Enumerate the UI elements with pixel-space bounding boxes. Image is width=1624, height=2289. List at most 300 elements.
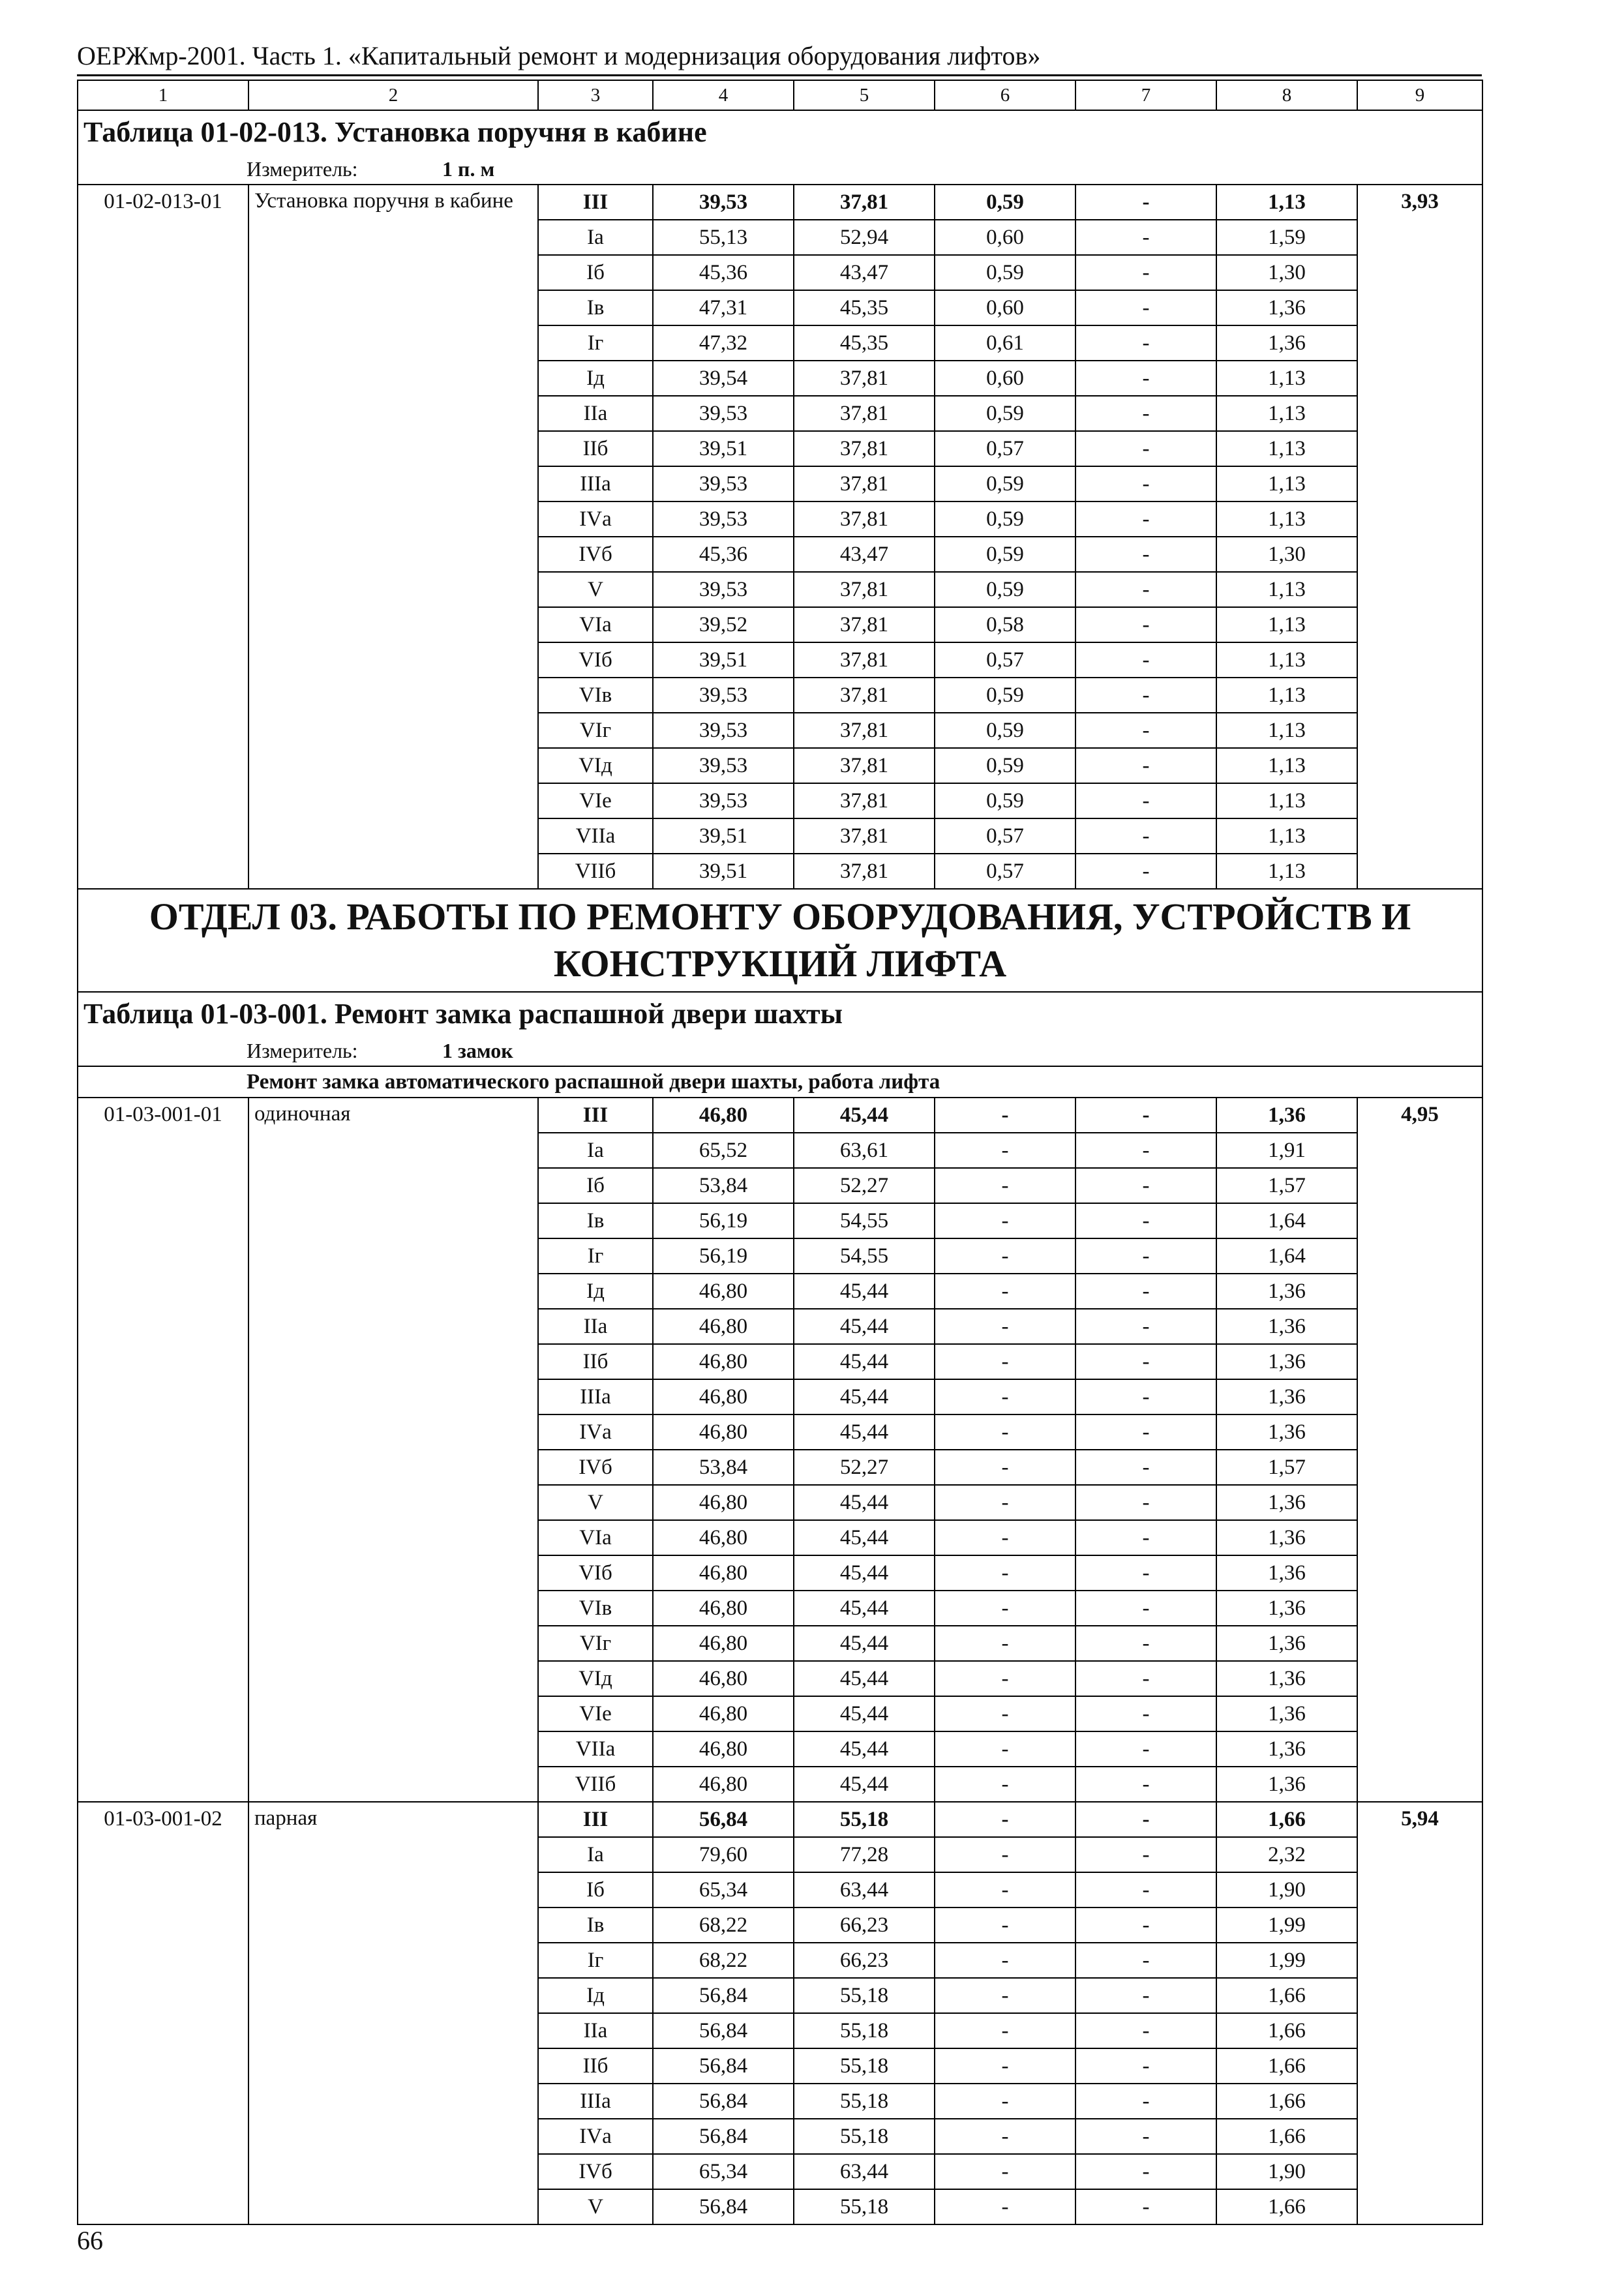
value-cell: - <box>935 1696 1075 1731</box>
value-cell: - <box>1075 2048 1216 2084</box>
value-cell: 37,81 <box>794 607 935 642</box>
value-cell: 1,66 <box>1216 1802 1357 1837</box>
zone-code: VIе <box>538 783 653 818</box>
value-cell: - <box>935 1450 1075 1485</box>
value-cell: 55,18 <box>794 2189 935 2224</box>
zone-code: VIг <box>538 1626 653 1661</box>
value-cell: - <box>1075 1238 1216 1274</box>
value-cell: - <box>1075 185 1216 220</box>
value-cell: 45,44 <box>794 1274 935 1309</box>
value-cell: - <box>935 1485 1075 1520</box>
value-cell: - <box>1075 325 1216 361</box>
value-cell: 0,59 <box>935 501 1075 537</box>
zone-code: VIIа <box>538 818 653 854</box>
value-cell: 65,34 <box>653 1872 794 1908</box>
value-cell: 45,44 <box>794 1696 935 1731</box>
zone-code: III <box>538 185 653 220</box>
measure-cell <box>78 1036 1482 1066</box>
value-cell: 1,13 <box>1216 361 1357 396</box>
col9-value: 3,93 <box>1357 185 1482 889</box>
table-title-row <box>78 992 1482 1036</box>
zone-code: VIе <box>538 1696 653 1731</box>
value-cell: 55,18 <box>794 1978 935 2013</box>
col9-value: 4,95 <box>1357 1098 1482 1802</box>
value-cell: 0,59 <box>935 255 1075 290</box>
zone-code: Iд <box>538 1978 653 2013</box>
value-cell: 39,52 <box>653 607 794 642</box>
column-number-row <box>78 80 1482 110</box>
value-cell: - <box>1075 396 1216 431</box>
value-cell: 45,44 <box>794 1661 935 1696</box>
value-cell: 45,44 <box>794 1731 935 1767</box>
zone-code: VIг <box>538 713 653 748</box>
value-cell: 1,13 <box>1216 396 1357 431</box>
value-cell: - <box>935 1837 1075 1872</box>
value-cell: 1,13 <box>1216 678 1357 713</box>
value-cell: - <box>935 1661 1075 1696</box>
value-cell: 45,44 <box>794 1344 935 1379</box>
column-number: 1 <box>78 80 248 110</box>
value-cell: 1,30 <box>1216 255 1357 290</box>
value-cell: 1,66 <box>1216 1978 1357 2013</box>
value-cell: 56,84 <box>653 2084 794 2119</box>
value-cell: - <box>1075 220 1216 255</box>
zone-code: Iв <box>538 1908 653 1943</box>
value-cell: 0,57 <box>935 854 1075 889</box>
value-cell: - <box>935 1274 1075 1309</box>
zone-code: V <box>538 1485 653 1520</box>
rate-code: 01-03-001-02 <box>78 1802 248 2224</box>
value-cell: - <box>935 1414 1075 1450</box>
value-cell: - <box>935 1872 1075 1908</box>
value-cell: 46,80 <box>653 1767 794 1802</box>
value-cell: 1,13 <box>1216 431 1357 466</box>
value-cell: 1,36 <box>1216 1767 1357 1802</box>
zone-code: VIв <box>538 678 653 713</box>
value-cell: 1,36 <box>1216 1274 1357 1309</box>
zone-code: VIд <box>538 1661 653 1696</box>
value-cell: 77,28 <box>794 1837 935 1872</box>
subheading: Ремонт замка автоматического распашной двери шахты, работа лифта <box>247 1070 940 1094</box>
rate-code: 01-02-013-01 <box>78 185 248 889</box>
value-cell: - <box>1075 1309 1216 1344</box>
zone-code: Iб <box>538 1168 653 1203</box>
table-row <box>78 1802 1482 1837</box>
value-cell: 39,51 <box>653 818 794 854</box>
value-cell: - <box>1075 431 1216 466</box>
zone-code: Iб <box>538 255 653 290</box>
value-cell: 1,64 <box>1216 1238 1357 1274</box>
zone-code: Iг <box>538 325 653 361</box>
value-cell: - <box>1075 1203 1216 1238</box>
zone-code: V <box>538 2189 653 2224</box>
value-cell: 1,66 <box>1216 2048 1357 2084</box>
value-cell: 79,60 <box>653 1837 794 1872</box>
col9-value: 5,94 <box>1357 1802 1482 2224</box>
value-cell: 55,18 <box>794 2084 935 2119</box>
column-number: 8 <box>1216 80 1357 110</box>
value-cell: - <box>1075 1379 1216 1414</box>
zone-code: IIб <box>538 1344 653 1379</box>
value-cell: 1,36 <box>1216 325 1357 361</box>
value-cell: 46,80 <box>653 1485 794 1520</box>
rates-table <box>77 80 1483 2225</box>
value-cell: 39,53 <box>653 783 794 818</box>
zone-code: IVб <box>538 1450 653 1485</box>
zone-code: IIа <box>538 2013 653 2048</box>
zone-code: IVб <box>538 2154 653 2189</box>
value-cell: 1,36 <box>1216 1344 1357 1379</box>
zone-code: IVа <box>538 501 653 537</box>
value-cell: 1,57 <box>1216 1168 1357 1203</box>
value-cell: - <box>935 1168 1075 1203</box>
value-cell: 52,27 <box>794 1168 935 1203</box>
value-cell: 39,53 <box>653 185 794 220</box>
column-number: 5 <box>794 80 935 110</box>
subheading-cell <box>78 1066 1482 1098</box>
value-cell: 46,80 <box>653 1731 794 1767</box>
value-cell: - <box>935 1133 1075 1168</box>
value-cell: - <box>1075 572 1216 607</box>
value-cell: 1,13 <box>1216 642 1357 678</box>
header-rule <box>77 74 1482 76</box>
value-cell: 0,59 <box>935 572 1075 607</box>
zone-code: Iд <box>538 361 653 396</box>
value-cell: 47,31 <box>653 290 794 325</box>
value-cell: - <box>1075 1344 1216 1379</box>
value-cell: 52,94 <box>794 220 935 255</box>
column-number: 6 <box>935 80 1075 110</box>
value-cell: 45,44 <box>794 1379 935 1414</box>
value-cell: 55,18 <box>794 2013 935 2048</box>
value-cell: 46,80 <box>653 1696 794 1731</box>
measure-row <box>78 1036 1482 1066</box>
value-cell: - <box>1075 642 1216 678</box>
value-cell: 56,84 <box>653 1978 794 2013</box>
value-cell: - <box>1075 1978 1216 2013</box>
zone-code: VIб <box>538 642 653 678</box>
value-cell: 0,59 <box>935 783 1075 818</box>
value-cell: - <box>935 1520 1075 1555</box>
value-cell: 55,18 <box>794 2048 935 2084</box>
value-cell: 1,64 <box>1216 1203 1357 1238</box>
value-cell: 0,59 <box>935 537 1075 572</box>
zone-code: Iд <box>538 1274 653 1309</box>
value-cell: - <box>935 1344 1075 1379</box>
value-cell: 37,81 <box>794 501 935 537</box>
value-cell: - <box>935 2013 1075 2048</box>
value-cell: 2,32 <box>1216 1837 1357 1872</box>
zone-code: Iв <box>538 1203 653 1238</box>
value-cell: 55,18 <box>794 1802 935 1837</box>
value-cell: 37,81 <box>794 572 935 607</box>
work-name: Установка поручня в кабине <box>248 185 538 889</box>
value-cell: 1,59 <box>1216 220 1357 255</box>
value-cell: 0,59 <box>935 185 1075 220</box>
value-cell: 0,57 <box>935 642 1075 678</box>
value-cell: - <box>1075 1908 1216 1943</box>
value-cell: 1,91 <box>1216 1133 1357 1168</box>
value-cell: - <box>1075 1837 1216 1872</box>
value-cell: 1,90 <box>1216 2154 1357 2189</box>
value-cell: - <box>935 1379 1075 1414</box>
value-cell: 63,44 <box>794 2154 935 2189</box>
value-cell: 39,51 <box>653 642 794 678</box>
value-cell: 0,61 <box>935 325 1075 361</box>
value-cell: 39,51 <box>653 431 794 466</box>
value-cell: 66,23 <box>794 1908 935 1943</box>
zone-code: VIа <box>538 607 653 642</box>
value-cell: 54,55 <box>794 1203 935 1238</box>
value-cell: 1,13 <box>1216 501 1357 537</box>
value-cell: - <box>935 2048 1075 2084</box>
value-cell: 1,36 <box>1216 1098 1357 1133</box>
zone-code: Iг <box>538 1943 653 1978</box>
value-cell: 43,47 <box>794 255 935 290</box>
value-cell: 46,80 <box>653 1555 794 1591</box>
value-cell: - <box>1075 818 1216 854</box>
table-body <box>78 80 1482 2224</box>
value-cell: - <box>1075 1802 1216 1837</box>
value-cell: 1,36 <box>1216 1626 1357 1661</box>
value-cell: 1,66 <box>1216 2119 1357 2154</box>
value-cell: 56,84 <box>653 2119 794 2154</box>
value-cell: 37,81 <box>794 642 935 678</box>
value-cell: 45,36 <box>653 537 794 572</box>
zone-code: IIIа <box>538 466 653 501</box>
value-cell: - <box>1075 2013 1216 2048</box>
value-cell: 45,44 <box>794 1309 935 1344</box>
value-cell: 45,44 <box>794 1626 935 1661</box>
value-cell: 46,80 <box>653 1274 794 1309</box>
value-cell: 45,44 <box>794 1098 935 1133</box>
column-number: 9 <box>1357 80 1482 110</box>
value-cell: - <box>935 2119 1075 2154</box>
value-cell: 1,66 <box>1216 2013 1357 2048</box>
value-cell: - <box>1075 1098 1216 1133</box>
value-cell: 0,59 <box>935 396 1075 431</box>
value-cell: 1,13 <box>1216 572 1357 607</box>
value-cell: 39,53 <box>653 678 794 713</box>
work-name: одиночная <box>248 1098 538 1802</box>
value-cell: - <box>1075 466 1216 501</box>
value-cell: 1,13 <box>1216 748 1357 783</box>
zone-code: IVа <box>538 2119 653 2154</box>
value-cell: 0,59 <box>935 466 1075 501</box>
value-cell: 66,23 <box>794 1943 935 1978</box>
value-cell: - <box>935 1767 1075 1802</box>
value-cell: 45,44 <box>794 1520 935 1555</box>
zone-code: IVб <box>538 537 653 572</box>
value-cell: - <box>1075 1731 1216 1767</box>
value-cell: 45,44 <box>794 1591 935 1626</box>
value-cell: 39,53 <box>653 713 794 748</box>
value-cell: 56,84 <box>653 2048 794 2084</box>
measure-unit: 1 п. м <box>442 157 495 181</box>
zone-code: IIа <box>538 1309 653 1344</box>
value-cell: 1,30 <box>1216 537 1357 572</box>
value-cell: 1,36 <box>1216 1696 1357 1731</box>
value-cell: 46,80 <box>653 1661 794 1696</box>
zone-code: IIб <box>538 2048 653 2084</box>
value-cell: 43,47 <box>794 537 935 572</box>
zone-code: VIIб <box>538 854 653 889</box>
value-cell: 39,51 <box>653 854 794 889</box>
table-title: Таблица 01-02-013. Установка поручня в кабине <box>78 110 1482 154</box>
value-cell: 45,44 <box>794 1767 935 1802</box>
value-cell: 39,53 <box>653 466 794 501</box>
value-cell: 1,36 <box>1216 290 1357 325</box>
value-cell: 46,80 <box>653 1098 794 1133</box>
work-name: парная <box>248 1802 538 2224</box>
column-number: 7 <box>1075 80 1216 110</box>
value-cell: - <box>1075 1485 1216 1520</box>
value-cell: 39,53 <box>653 396 794 431</box>
value-cell: 52,27 <box>794 1450 935 1485</box>
zone-code: VIа <box>538 1520 653 1555</box>
value-cell: 46,80 <box>653 1344 794 1379</box>
value-cell: 56,84 <box>653 2189 794 2224</box>
value-cell: 65,52 <box>653 1133 794 1168</box>
value-cell: 46,80 <box>653 1626 794 1661</box>
value-cell: 56,84 <box>653 2013 794 2048</box>
value-cell: 45,35 <box>794 290 935 325</box>
zone-code: VIб <box>538 1555 653 1591</box>
value-cell: 37,81 <box>794 678 935 713</box>
value-cell: 0,58 <box>935 607 1075 642</box>
value-cell: 0,57 <box>935 818 1075 854</box>
value-cell: 0,59 <box>935 713 1075 748</box>
value-cell: - <box>1075 607 1216 642</box>
value-cell: - <box>1075 1555 1216 1591</box>
value-cell: 45,44 <box>794 1485 935 1520</box>
table-row <box>78 1098 1482 1133</box>
value-cell: - <box>1075 1943 1216 1978</box>
column-number: 4 <box>653 80 794 110</box>
value-cell: - <box>935 1098 1075 1133</box>
value-cell: 1,66 <box>1216 2084 1357 2119</box>
zone-code: IIIа <box>538 2084 653 2119</box>
value-cell: 1,36 <box>1216 1414 1357 1450</box>
value-cell: 1,13 <box>1216 854 1357 889</box>
zone-code: Iб <box>538 1872 653 1908</box>
value-cell: 1,57 <box>1216 1450 1357 1485</box>
value-cell: - <box>1075 2119 1216 2154</box>
subheading-row <box>78 1066 1482 1098</box>
zone-code: IIIа <box>538 1379 653 1414</box>
value-cell: - <box>935 1978 1075 2013</box>
value-cell: 1,13 <box>1216 466 1357 501</box>
value-cell: 0,60 <box>935 220 1075 255</box>
value-cell: 39,53 <box>653 748 794 783</box>
value-cell: - <box>1075 1274 1216 1309</box>
value-cell: 0,57 <box>935 431 1075 466</box>
value-cell: 1,13 <box>1216 783 1357 818</box>
value-cell: - <box>1075 1696 1216 1731</box>
value-cell: - <box>1075 1168 1216 1203</box>
value-cell: - <box>935 1626 1075 1661</box>
value-cell: 46,80 <box>653 1591 794 1626</box>
value-cell: 1,99 <box>1216 1943 1357 1978</box>
value-cell: - <box>935 2189 1075 2224</box>
value-cell: - <box>935 1238 1075 1274</box>
zone-code: VIв <box>538 1591 653 1626</box>
value-cell: 54,55 <box>794 1238 935 1274</box>
value-cell: - <box>1075 2154 1216 2189</box>
value-cell: - <box>1075 1661 1216 1696</box>
value-cell: - <box>1075 1133 1216 1168</box>
value-cell: - <box>1075 2084 1216 2119</box>
value-cell: - <box>1075 361 1216 396</box>
value-cell: - <box>935 1731 1075 1767</box>
value-cell: 1,36 <box>1216 1555 1357 1591</box>
zone-code: III <box>538 1098 653 1133</box>
value-cell: 46,80 <box>653 1309 794 1344</box>
value-cell: - <box>935 2084 1075 2119</box>
value-cell: - <box>1075 1450 1216 1485</box>
value-cell: - <box>1075 255 1216 290</box>
value-cell: 1,90 <box>1216 1872 1357 1908</box>
column-number: 2 <box>248 80 538 110</box>
table-row <box>78 185 1482 220</box>
value-cell: - <box>1075 290 1216 325</box>
value-cell: - <box>1075 1414 1216 1450</box>
zone-code: Iа <box>538 1837 653 1872</box>
value-cell: 45,36 <box>653 255 794 290</box>
measure-row <box>78 154 1482 185</box>
value-cell: - <box>1075 854 1216 889</box>
value-cell: - <box>1075 713 1216 748</box>
measure-label: Измеритель: <box>247 157 358 181</box>
value-cell: 53,84 <box>653 1168 794 1203</box>
value-cell: 37,81 <box>794 185 935 220</box>
value-cell: 45,35 <box>794 325 935 361</box>
value-cell: 46,80 <box>653 1414 794 1450</box>
value-cell: 46,80 <box>653 1520 794 1555</box>
value-cell: 65,34 <box>653 2154 794 2189</box>
value-cell: 56,19 <box>653 1238 794 1274</box>
value-cell: 0,60 <box>935 361 1075 396</box>
zone-code: VIд <box>538 748 653 783</box>
zone-code: Iа <box>538 220 653 255</box>
value-cell: 1,36 <box>1216 1661 1357 1696</box>
value-cell: - <box>935 2154 1075 2189</box>
value-cell: 47,32 <box>653 325 794 361</box>
value-cell: 37,81 <box>794 748 935 783</box>
table-title: Таблица 01-03-001. Ремонт замка распашной двери шахты <box>78 992 1482 1036</box>
value-cell: 1,36 <box>1216 1591 1357 1626</box>
value-cell: - <box>1075 1591 1216 1626</box>
table-title-row <box>78 110 1482 154</box>
value-cell: - <box>1075 1520 1216 1555</box>
value-cell: - <box>1075 537 1216 572</box>
value-cell: 1,36 <box>1216 1520 1357 1555</box>
measure-label: Измеритель: <box>247 1039 358 1062</box>
running-header: ОЕРЖмр-2001. Часть 1. «Капитальный ремонт и модернизация оборудования лифтов» <box>77 41 1041 70</box>
value-cell: 1,13 <box>1216 185 1357 220</box>
value-cell: 37,81 <box>794 431 935 466</box>
value-cell: - <box>1075 678 1216 713</box>
value-cell: - <box>935 1309 1075 1344</box>
value-cell: 45,44 <box>794 1555 935 1591</box>
value-cell: 1,36 <box>1216 1485 1357 1520</box>
value-cell: - <box>935 1802 1075 1837</box>
value-cell: 37,81 <box>794 396 935 431</box>
value-cell: - <box>1075 1626 1216 1661</box>
measure-cell <box>78 154 1482 185</box>
zone-code: IIб <box>538 431 653 466</box>
value-cell: - <box>935 1943 1075 1978</box>
